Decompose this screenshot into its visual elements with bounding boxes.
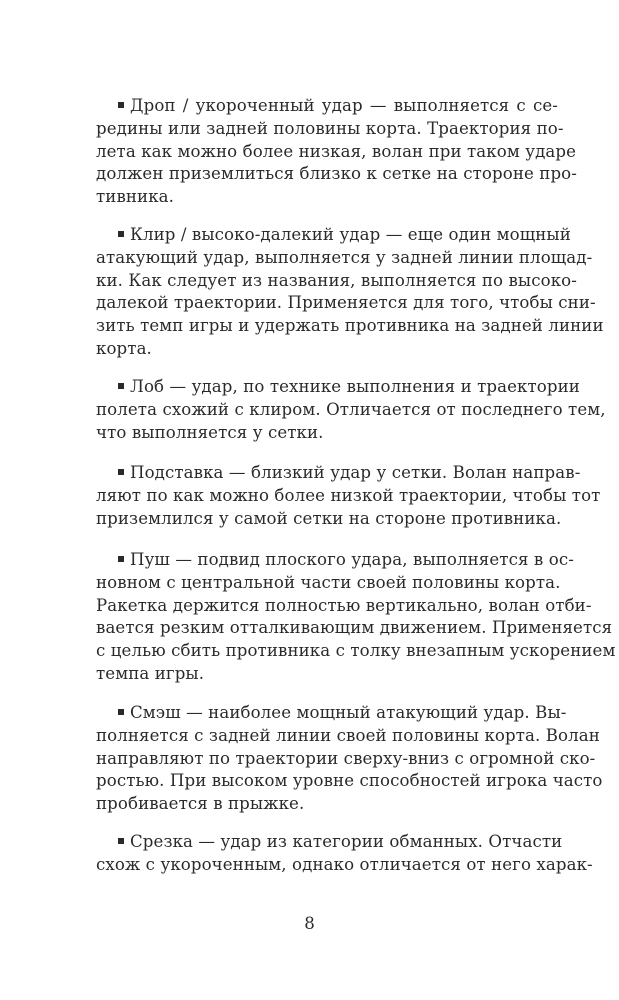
bullet-icon — [118, 102, 124, 108]
paragraph-line: ростью. При высоком уровне способностей игрока часто — [96, 771, 603, 791]
paragraph-line: корта. — [96, 338, 152, 358]
paragraph-line: вается резким отталкивающим движением. Применяется — [96, 618, 613, 638]
paragraph-drop — [96, 95, 577, 209]
page-number: 8 — [304, 914, 315, 933]
bullet-icon — [118, 838, 124, 844]
paragraph-line: Ракетка держится полностью вертикально, волан отби- — [96, 595, 592, 615]
bullet-icon — [118, 709, 124, 715]
paragraph-line: полняется с задней линии своей половины корта. Волан — [96, 725, 600, 745]
paragraph-line: далекой траектории. Применяется для того, чтобы сни- — [96, 293, 596, 313]
paragraph-line: Лоб — удар, по технике выполнения и траектории — [96, 376, 558, 399]
paragraph-podstavka — [96, 462, 601, 530]
paragraph-line: должен приземлиться близко к сетке на стороне про- — [96, 164, 577, 184]
paragraph-push — [96, 549, 616, 686]
paragraph-line: ки. Как следует из названия, выполняется по высоко- — [96, 270, 577, 290]
paragraph-line: с целью сбить противника с толку внезапным ускорением — [96, 641, 616, 661]
paragraph-line: Смэш — наиболее мощный атакующий удар. Вы- — [96, 702, 558, 725]
bullet-icon — [118, 469, 124, 475]
paragraph-clear — [96, 224, 604, 361]
bullet-icon — [118, 383, 124, 389]
paragraph-line: Подставка — близкий удар у сетки. Волан направ- — [96, 462, 558, 485]
paragraph-line: приземлился у самой сетки на стороне противника. — [96, 508, 562, 528]
paragraph-line: пробивается в прыжке. — [96, 794, 305, 814]
paragraph-lob — [96, 376, 606, 444]
paragraph-line: Срезка — удар из категории обманных. Отчасти — [96, 831, 558, 854]
bullet-icon — [118, 556, 124, 562]
paragraph-srezka — [96, 831, 593, 877]
bullet-icon — [118, 231, 124, 237]
paragraph-line: редины или задней половины корта. Траектория по- — [96, 118, 564, 138]
paragraph-line: темпа игры. — [96, 663, 205, 683]
paragraph-line: что выполняется у сетки. — [96, 422, 324, 442]
paragraph-line: ляют по как можно более низкой траектории, чтобы тот — [96, 485, 601, 505]
paragraph-line: атакующий удар, выполняется у задней линии площад- — [96, 247, 593, 267]
paragraph-line: направляют по траектории сверху-вниз с огромной ско- — [96, 748, 596, 768]
paragraph-line: схож с укороченным, однако отличается от него харак- — [96, 854, 593, 874]
paragraph-line: зить темп игры и удержать противника на задней линии — [96, 316, 604, 336]
paragraph-line: Пуш — подвид плоского удара, выполняется в ос- — [96, 549, 558, 572]
paragraph-line: Клир / высоко-далекий удар — еще один мощный — [96, 224, 558, 247]
paragraph-smash — [96, 702, 603, 816]
paragraph-line: тивника. — [96, 187, 175, 207]
paragraph-line: лета как можно более низкая, волан при таком ударе — [96, 141, 577, 161]
paragraph-line: полета схожий с клиром. Отличается от последнего тем, — [96, 399, 606, 419]
paragraph-line: Дроп / укороченный удар — выполняется с се- — [96, 95, 558, 118]
paragraph-line: новном с центральной части своей половины корта. — [96, 572, 561, 592]
